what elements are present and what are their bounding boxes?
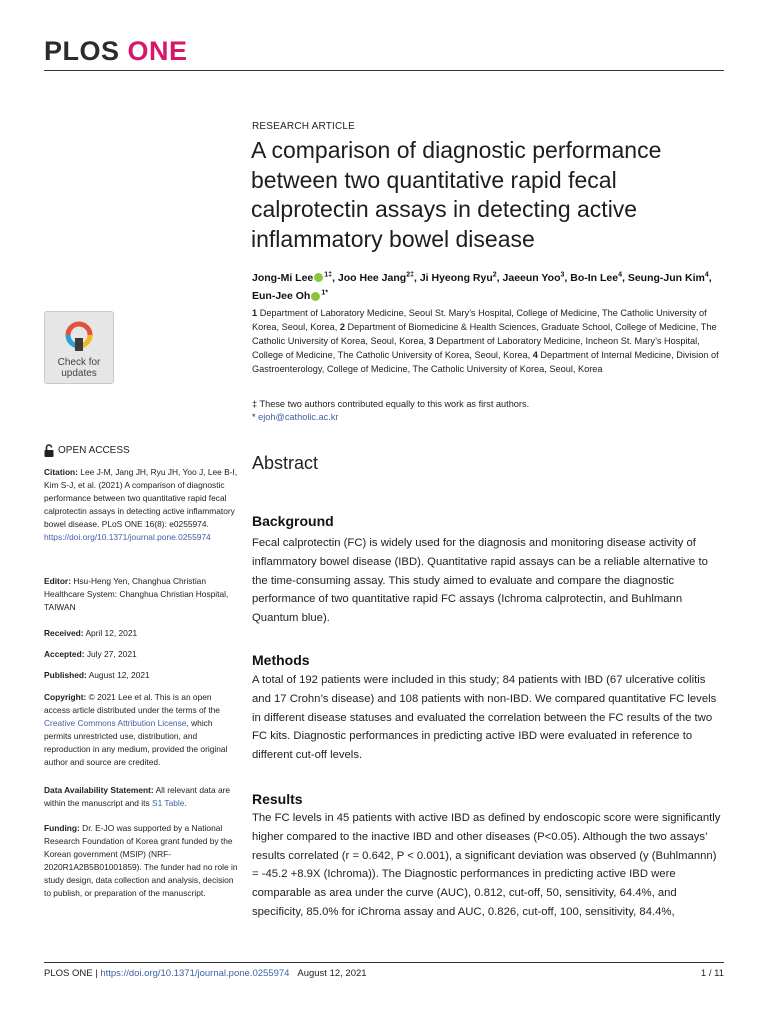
open-access-label [44,444,130,457]
copyright-label: Copyright: [44,692,87,702]
copyright-block [44,691,239,769]
affiliation-text: Department of Laboratory Medicine, Seoul St. Mary’s Hospital, College of Medicine, The Catholic University of Korea, Seoul, Korea, [252,308,707,332]
check-for-updates-badge[interactable] [44,311,114,384]
correspondence-star: * [252,411,256,422]
data-availability-text: All relevant data are within the manuscript and its [44,785,231,808]
results-heading: Results [252,791,303,807]
logo-one: ONE [127,36,188,66]
copyright-text-end: , which permits unrestricted use, distribution, and reproduction in any medium, provided the original author and source are credited. [44,718,228,767]
footer-citation [44,968,367,979]
cc-license-link[interactable]: Creative Commons Attribution License [44,718,187,728]
editor-label: Editor: [44,576,71,586]
footer-separator: | [95,968,98,979]
footer-doi-link[interactable]: https://doi.org/10.1371/journal.pone.0255974 [100,968,290,979]
copyright-text: © 2021 Lee et al. This is an open access article distributed under the terms of the [44,692,220,715]
editor-text: Hsu-Heng Yen, Changhua Christian Healthcare System: Changhua Christian Hospital, TAIWAN [44,576,229,612]
background-text: Fecal calprotectin (FC) is widely used for the diagnosis and monitoring disease activity of inflammatory bowel disease (IBD). Quantitative rapid assays can be a reliable alternative to the time-consuming assay. This study aimed to evaluate and compare the diagnostic performance of two quantitative rapid FC assays (Ichroma calprotectin, and Buhlmann Quantum blue). [252,537,708,625]
author: Jaeeun Yoo$^3$, [502,271,571,284]
abstract-heading: Abstract [252,453,319,473]
author: Bo-In Lee$^4$, [570,271,628,284]
open-lock-icon [44,444,54,457]
author: Jong-Mi Lee $^{1\ddagger}$, [252,271,338,284]
published-date: August 12, 2021 [88,670,150,680]
equal-contribution-note: ‡ These two authors contributed equally to this work as first authors. [252,399,530,409]
author: Joo Hee Jang$^{2\ddagger}$, [337,271,420,284]
published-line [44,669,239,682]
footer-date: August 12, 2021 [297,968,367,979]
article-title: A comparison of diagnostic performance between two quantitative rapid fecal calprotectin assays in detecting active inflammatory bowel disease [251,137,662,252]
author-notes [252,398,722,423]
methods-text: A total of 192 patients were included in this study; 84 patients with IBD (67 ulcerative colitis and 17 Crohn’s disease) and 108 patients with non-IBD. We compared quantitative FC levels in different disease statuses and evaluated the correlation between the FC results of the two FC kits. Diagnostic performances in predicting active IBD were evaluated in reference to different cut-off levels. [252,674,717,762]
footer-divider [44,962,724,963]
accepted-label: Accepted: [44,649,85,659]
journal-logo[interactable] [44,36,188,67]
author: Seung-Jun Kim$^4$, [627,271,712,284]
citation-doi-link[interactable]: https://doi.org/10.1371/journal.pone.0255974 [44,532,211,542]
badge-line-2: updates [61,368,97,379]
author: Eun-Jee Oh $^{1*}$ [252,289,328,302]
citation-text: Lee J-M, Jang JH, Ryu JH, Yoo J, Lee B-I, Kim S-J, et al. (2021) A comparison of diagnostic performance between two quantitative rapid fecal calprotectin assays in detecting active inflammatory bowel disease. PLoS ONE 16(8): e0255974. [44,467,238,529]
received-date: April 12, 2021 [85,628,138,638]
funding-block [44,822,239,900]
affiliation-number: 2 [339,322,345,332]
affiliation-number: 3 [428,336,434,346]
accepted-date: July 27, 2021 [86,649,137,659]
footer-journal: PLOS ONE [44,968,93,979]
affiliations [252,306,722,376]
citation-block [44,466,239,544]
orcid-icon[interactable] [314,273,323,282]
article-type: RESEARCH ARTICLE [252,121,356,132]
s1-table-link[interactable]: S1 Table [152,798,185,808]
methods-heading: Methods [252,652,310,668]
badge-line-1: Check for [57,357,101,368]
citation-label: Citation: [44,467,78,477]
affiliation-text: Department of Laboratory Medicine, Incheon St. Mary’s Hospital, College of Medicine, The Catholic University of Korea, Seoul, Korea, [252,336,700,360]
page-number: 1 / 11 [700,968,724,979]
correspondence-email-link[interactable]: ejoh@catholic.ac.kr [258,411,339,422]
affiliation-text: Department of Biomedicine & Health Sciences, Graduate School, College of Medicine, The Catholic University of Korea, Seoul, Korea, [252,322,717,346]
data-availability-end: . [184,798,187,808]
background-heading: Background [252,513,334,529]
crossmark-icon [64,318,94,352]
funding-text: Dr. E-JO was supported by a National Research Foundation of Korea grant funded by the Korean government (MSIP) (NRF-2020R1A2B5B01001859). The funder had no role in study design, data collection and analysis, decision to publish, or preparation of the manuscript. [44,823,238,898]
correspondence-line [252,411,722,424]
data-availability-block [44,784,239,810]
received-label: Received: [44,628,84,638]
affiliation-number: 1 [252,308,258,318]
affiliation-number: 4 [532,350,538,360]
published-label: Published: [44,670,87,680]
open-access-text: OPEN ACCESS [58,445,130,456]
affiliation-text: Department of Internal Medicine, Division of Gastroenterology, College of Medicine, The Catholic University of Korea, Seoul, Korea [252,350,719,374]
author-list [252,267,722,304]
funding-label: Funding: [44,823,80,833]
results-text: The FC levels in 45 patients with active IBD as defined by endoscopic score were significantly higher compared to the inactive IBD and other diseases (P<0.05). Although the two assays’ results correlated (r = 0.642, P < 0.001), a significant deviation was observed (y (Buhlmannn) = -45.2 +8.9X (Ichroma)). The Diagnostic performances in predicting active IBD were comparable as area under the curve (AUC), 0.812, cut-off, 50, sensitivity, 64.4%, and specificity, 85.0% for iChroma assay and AUC, 0.826, cut-off, 100, sensitivity, 84.4%, [252,812,721,918]
data-availability-label: Data Availability Statement: [44,785,154,795]
orcid-icon[interactable] [311,292,320,301]
editor-block [44,575,239,614]
author: Ji Hyeong Ryu$^2$, [419,271,503,284]
accepted-line [44,648,239,661]
header-divider [44,70,724,71]
received-line [44,627,239,640]
logo-plos: PLOS [44,36,120,66]
